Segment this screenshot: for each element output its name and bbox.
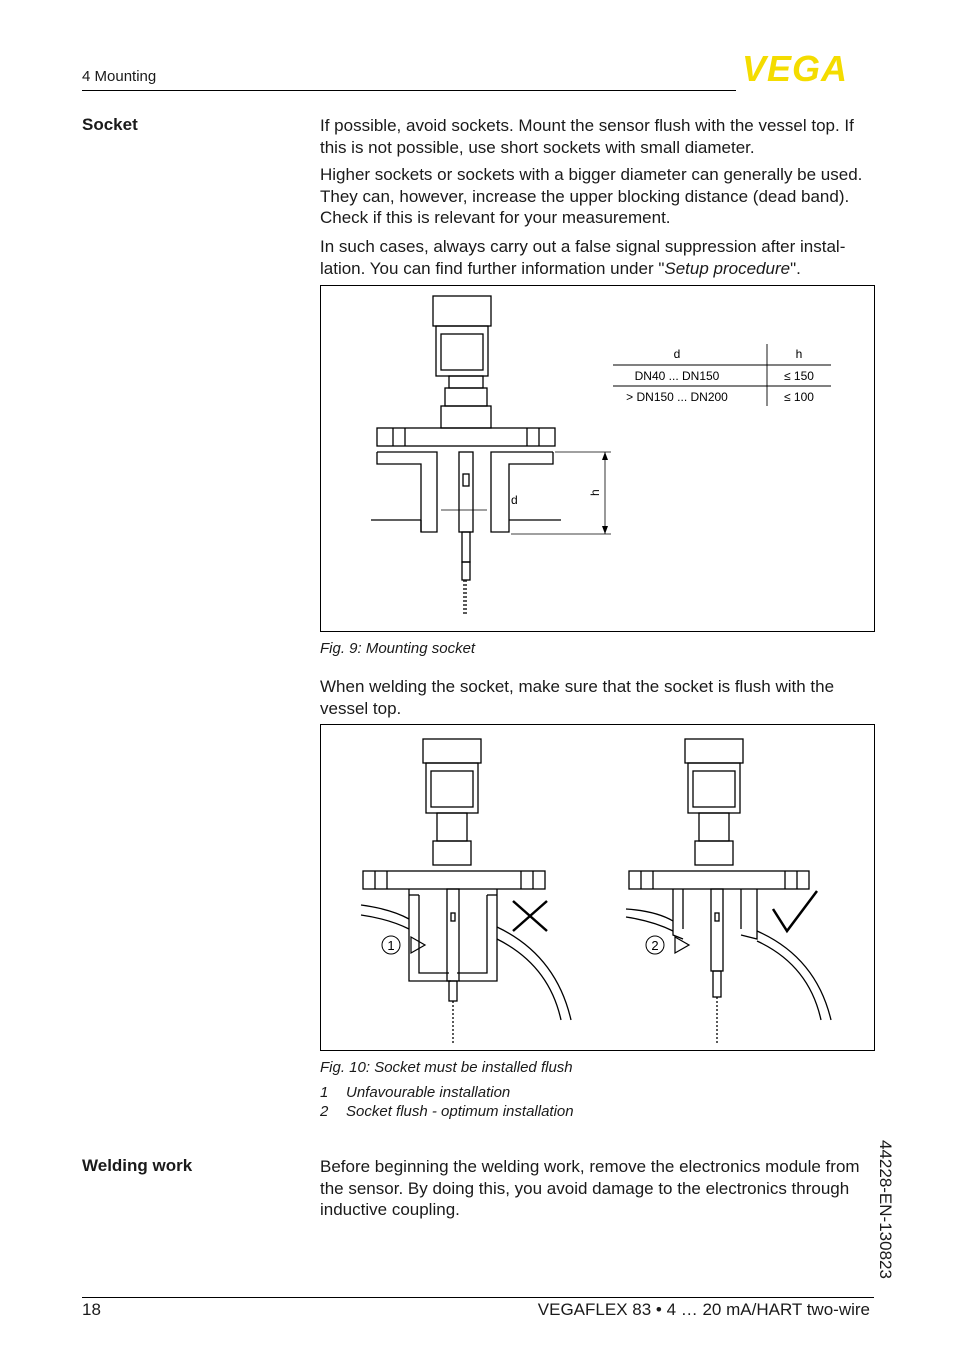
socket-paragraph-4: When welding the socket, make sure that the socket is flush with the vessel top. <box>320 677 835 718</box>
legend-num-1: 1 <box>320 1084 329 1101</box>
table-header-d: d <box>673 347 681 361</box>
footer-rule <box>82 1297 874 1298</box>
logo-text: VEGA <box>742 52 849 84</box>
welding-paragraph-1: Before beginning the welding work, remove the electronics module from the sensor. By doing this, you avoid damage to the electronics through inductive coupling. <box>320 1157 860 1219</box>
figure-mounting-socket <box>320 285 875 632</box>
table-cell-d-2: > DN150 ... DN200 <box>626 390 728 404</box>
p3-text-a: In such cases, always carry out a false signal suppression after installation. You can find further information under " <box>320 237 846 278</box>
p3-link-setup: Setup procedure <box>664 258 791 278</box>
mounting-socket-drawing <box>321 286 874 631</box>
socket-flush-drawing <box>321 725 874 1050</box>
table-cell-d-1: DN40 ... DN150 <box>634 369 720 383</box>
table-header-h: h <box>795 347 803 361</box>
table-cell-h-1: ≤ 150 <box>784 369 814 383</box>
legend-item-1 <box>320 1084 510 1101</box>
marker-1: 1 <box>387 938 395 953</box>
socket-paragraph-3 <box>320 236 880 279</box>
marker-2: 2 <box>651 938 659 953</box>
table-cell-h-2: ≤ 100 <box>784 390 814 404</box>
p3-text-b: ". <box>790 258 801 278</box>
figure-9-caption: Fig. 9: Mounting socket <box>320 640 476 657</box>
legend-text-1: Unfavourable installation <box>346 1084 511 1101</box>
footer-product: VEGAFLEX 83 • 4 … 20 mA/HART two-wire <box>537 1300 870 1319</box>
figure-socket-flush <box>320 724 875 1051</box>
section-heading-socket: Socket <box>82 115 138 134</box>
dim-label-h: h <box>588 489 602 496</box>
figure-10-caption: Fig. 10: Socket must be installed flush <box>320 1059 573 1076</box>
vega-logo <box>742 52 874 84</box>
document-code: 44228-EN-130823 <box>876 1140 895 1279</box>
legend-num-2: 2 <box>320 1103 329 1120</box>
socket-paragraph-2: Higher sockets or sockets with a bigger diameter can generally be used. They can, however, increase the upper blocking distance (dead band). Check if this is relevant for your measurement. <box>320 165 863 227</box>
dim-label-d: d <box>511 493 518 507</box>
socket-paragraph-1: If possible, avoid sockets. Mount the sensor flush with the vessel top. If this is not possible, use short sockets with small diameter. <box>320 116 854 157</box>
page-number: 18 <box>82 1300 101 1319</box>
chapter-title: 4 Mounting <box>82 68 157 85</box>
legend-item-2 <box>320 1103 574 1120</box>
legend-text-2: Socket flush - optimum installation <box>346 1103 574 1120</box>
header-rule <box>82 90 736 91</box>
section-heading-welding: Welding work <box>82 1156 193 1175</box>
